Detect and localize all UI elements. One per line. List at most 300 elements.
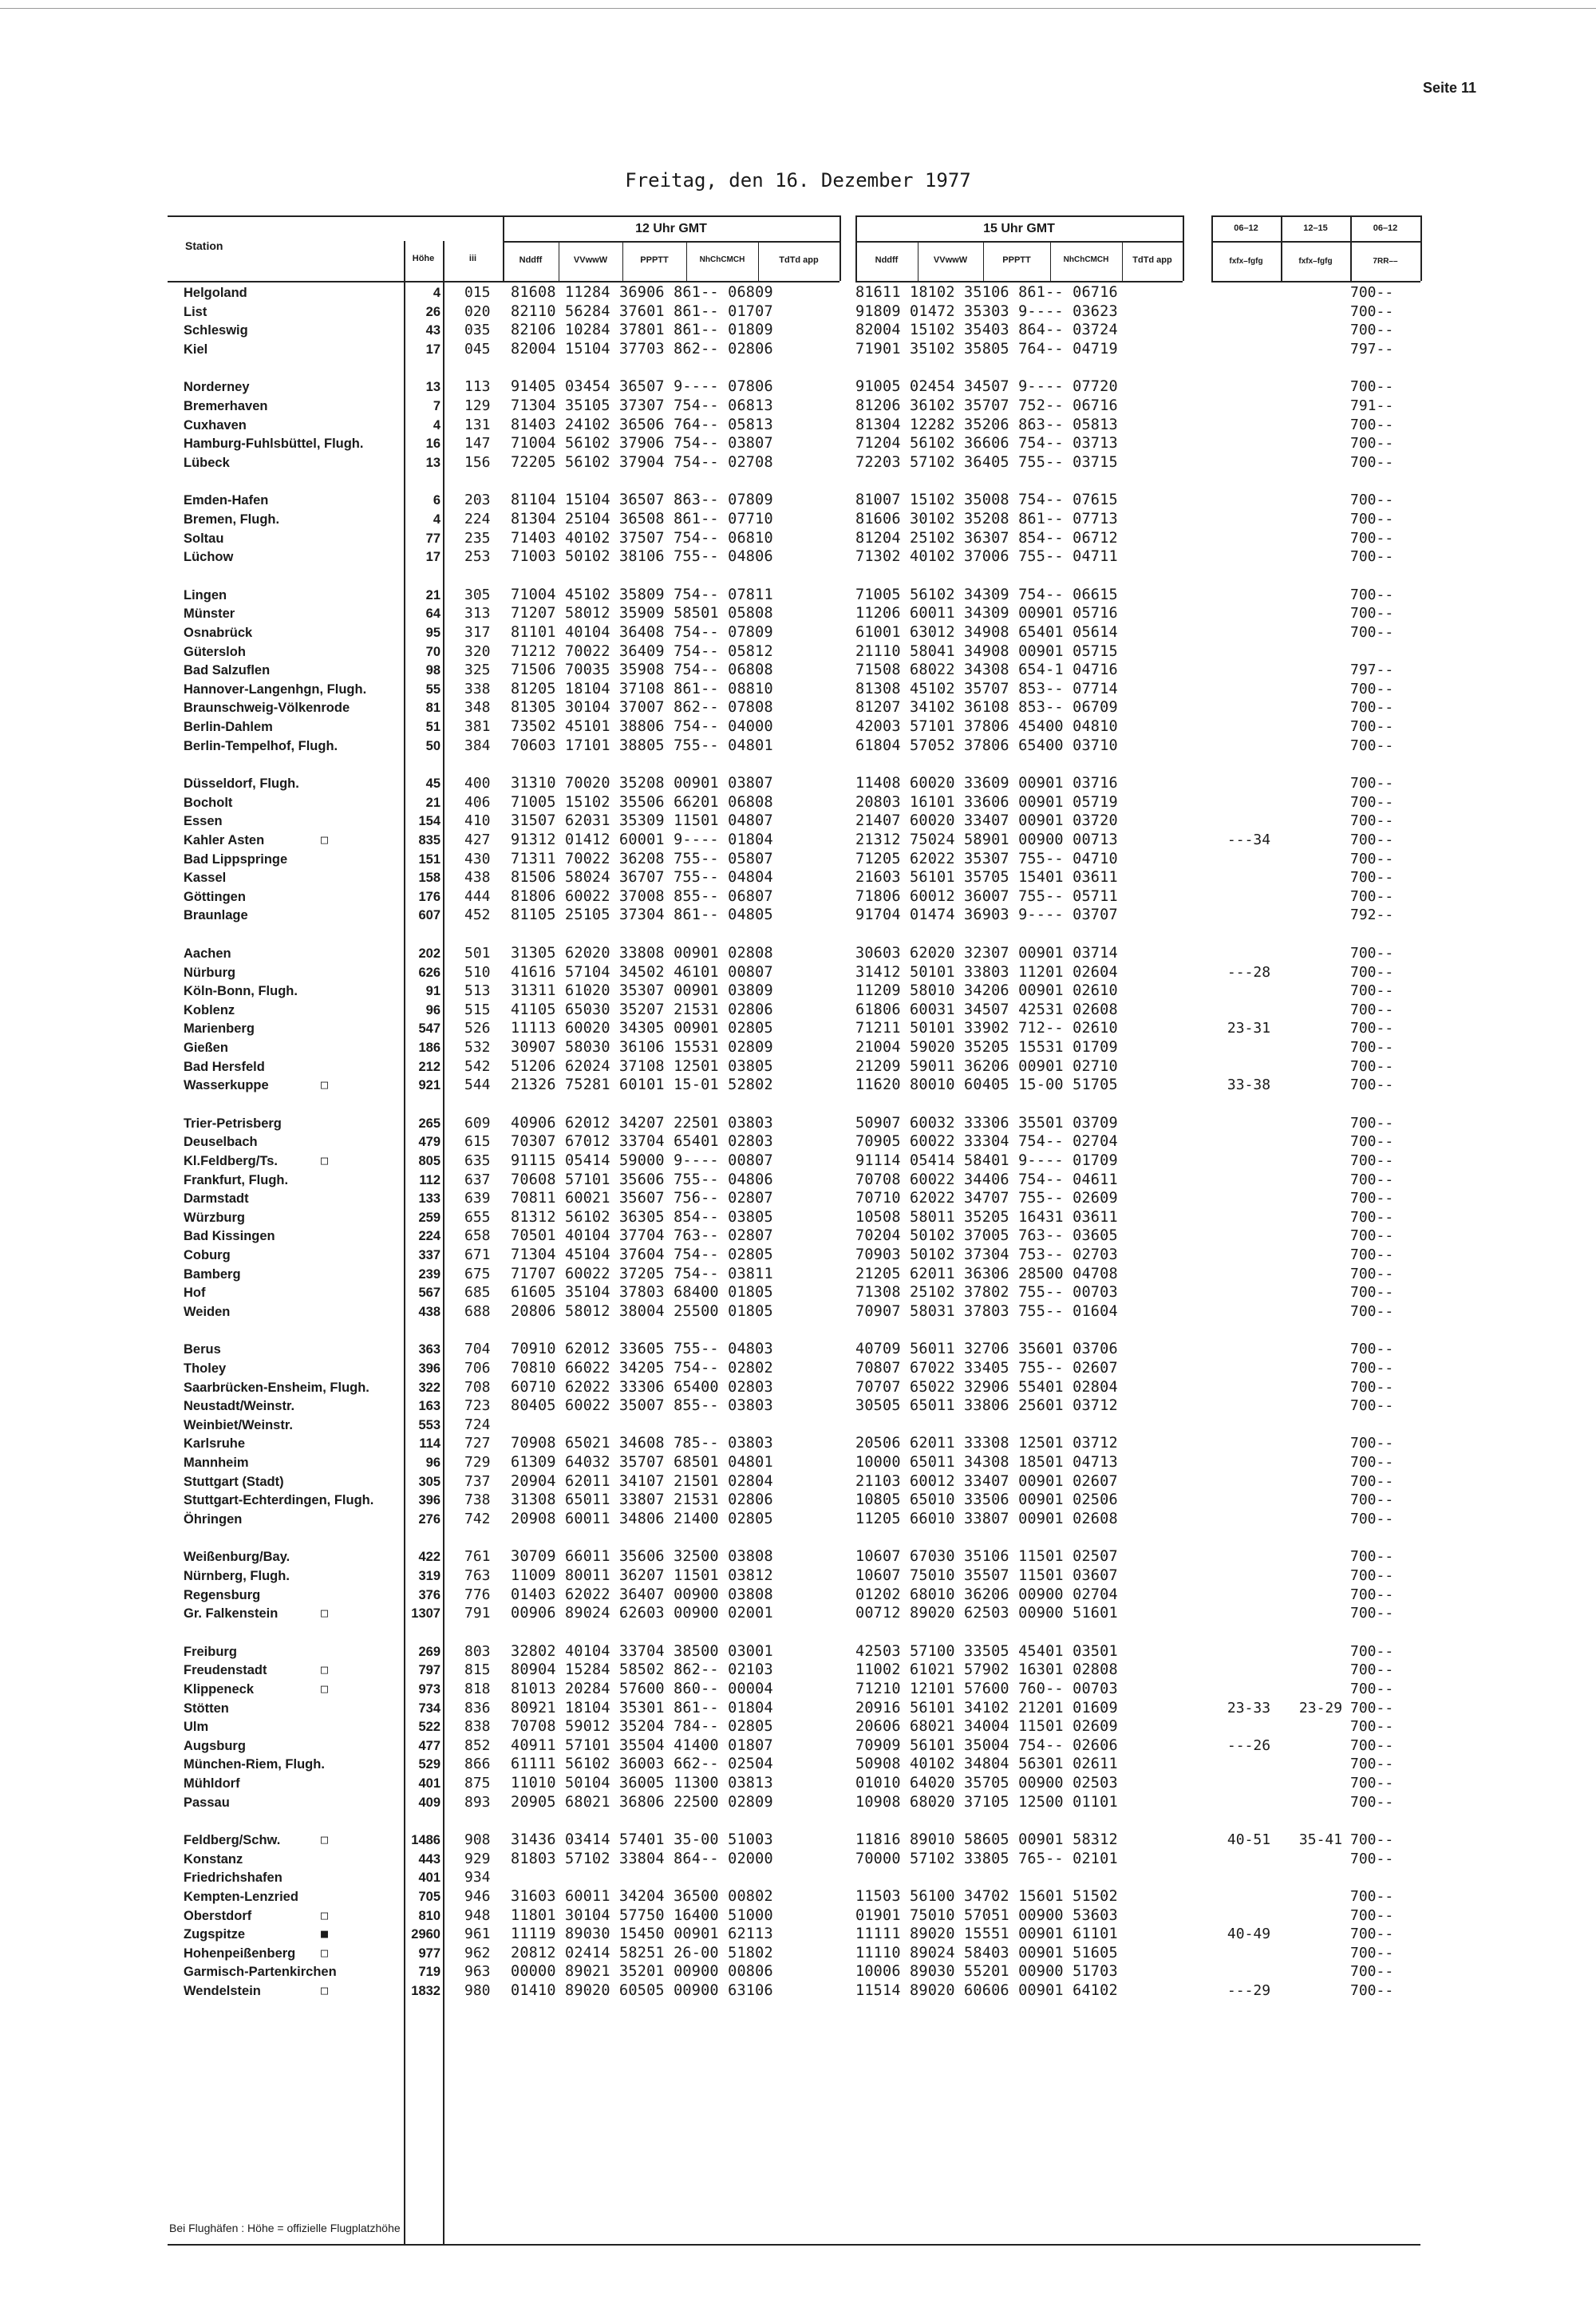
station-name: Berlin-Dahlem xyxy=(184,720,273,734)
precip-06-12: 700-- xyxy=(1350,1208,1394,1226)
table-row xyxy=(0,1755,1596,1774)
obs-12-gmt: 30709 66011 35606 32500 03808 xyxy=(511,1548,773,1566)
station-name: Emden-Hafen xyxy=(184,493,269,508)
obs-12-gmt: 11010 50104 36005 11300 03813 xyxy=(511,1775,773,1791)
station-name: Nürburg xyxy=(184,965,236,980)
table-row xyxy=(0,604,1596,623)
obs-15-gmt: 10508 58011 35205 16431 03611 xyxy=(855,1208,1118,1226)
station-index: 815 xyxy=(464,1661,491,1679)
obs-15-gmt: 31412 50101 33803 11201 02604 xyxy=(855,963,1118,981)
station-index: 542 xyxy=(464,1057,491,1075)
table-row xyxy=(0,1831,1596,1850)
precip-06-12: 700-- xyxy=(1350,492,1394,509)
station-name: Gießen xyxy=(184,1041,228,1055)
precip-06-12: 700-- xyxy=(1350,1341,1394,1358)
station-height: 13 xyxy=(425,380,440,395)
station-index: 962 xyxy=(464,1944,491,1961)
station-name: Garmisch-Partenkirchen xyxy=(184,1965,337,1980)
obs-15-gmt: 81007 15102 35008 754-- 07615 xyxy=(855,492,1118,509)
table-row xyxy=(0,944,1596,963)
station-index: 708 xyxy=(464,1378,491,1396)
obs-12-gmt: 20812 02414 58251 26-00 51802 xyxy=(511,1944,773,1961)
col-15-ppptt: PPPTT xyxy=(1002,255,1031,265)
station-index: 515 xyxy=(464,1001,491,1018)
station-name: Würzburg xyxy=(184,1210,245,1225)
obs-12-gmt: 41105 65030 35207 21531 02806 xyxy=(511,1001,773,1018)
station-height: 70 xyxy=(425,644,440,659)
mountain-marker: □ xyxy=(321,1945,329,1960)
precip-06-12: 700-- xyxy=(1350,1039,1394,1056)
precip-06-12: 700-- xyxy=(1350,718,1394,735)
station-index: 526 xyxy=(464,1020,491,1037)
obs-15-gmt: 91114 05414 58401 9---- 01709 xyxy=(855,1152,1118,1169)
precip-06-12: 700-- xyxy=(1350,699,1394,717)
obs-12-gmt: 70307 67012 33704 65401 02803 xyxy=(511,1133,773,1151)
obs-12-gmt: 11119 89030 15450 00901 62113 xyxy=(511,1926,773,1943)
col-12-vvwww: VVwwW xyxy=(573,255,608,265)
precip-06-12: 700-- xyxy=(1350,1001,1394,1018)
station-name: Mühldorf xyxy=(184,1776,240,1791)
station-index: 430 xyxy=(464,850,491,867)
station-height: 734 xyxy=(418,1701,440,1716)
obs-12-gmt: 81105 25105 37304 861-- 04805 xyxy=(511,907,773,924)
station-height: 16 xyxy=(425,437,440,452)
mountain-marker: ■ xyxy=(321,1926,329,1942)
precip-06-12: 700-- xyxy=(1350,1963,1394,1981)
col-12-ppptt: PPPTT xyxy=(640,255,669,265)
table-row xyxy=(0,1019,1596,1038)
precip-06-12: 700-- xyxy=(1350,1888,1394,1905)
precip-06-12: 700-- xyxy=(1350,1076,1394,1094)
station-index: 946 xyxy=(464,1888,491,1905)
obs-12-gmt: 70908 65021 34608 785-- 03803 xyxy=(511,1435,773,1452)
obs-12-gmt: 61111 56102 36003 662-- 02504 xyxy=(511,1756,773,1773)
obs-15-gmt: 91704 01474 36903 9---- 03707 xyxy=(855,907,1118,924)
station-name: Braunschweig-Völkenrode xyxy=(184,701,350,716)
obs-12-gmt: 81104 15104 36507 863-- 07809 xyxy=(511,492,773,509)
obs-15-gmt: 81206 36102 35707 752-- 06716 xyxy=(855,397,1118,414)
obs-15-gmt: 11002 61021 57902 16301 02808 xyxy=(855,1661,1118,1679)
station-height: 422 xyxy=(418,1550,440,1565)
obs-12-gmt: 81312 56102 36305 854-- 03805 xyxy=(511,1208,773,1226)
page-number: Seite 11 xyxy=(1422,80,1476,96)
station-index: 410 xyxy=(464,812,491,830)
station-name: Ulm xyxy=(184,1720,209,1735)
station-index: 035 xyxy=(464,322,491,339)
station-name: Regensburg xyxy=(184,1587,261,1602)
table-row xyxy=(0,547,1596,567)
table-row xyxy=(0,1661,1596,1680)
obs-15-gmt: 91005 02454 34507 9---- 07720 xyxy=(855,378,1118,396)
top-rule xyxy=(0,8,1596,9)
table-row xyxy=(0,1850,1596,1869)
station-name: Zugspitze xyxy=(184,1927,245,1942)
station-height: 810 xyxy=(418,1908,440,1923)
gust-06-12: ---26 xyxy=(1227,1736,1271,1754)
col-15-nddff: Nddff xyxy=(875,255,899,265)
station-height: 269 xyxy=(418,1644,440,1659)
precip-06-12: 700-- xyxy=(1350,605,1394,622)
obs-15-gmt: 61806 60031 34507 42531 02608 xyxy=(855,1001,1118,1018)
station-name: Stuttgart-Echterdingen, Flugh. xyxy=(184,1493,374,1508)
station-height: 547 xyxy=(418,1021,440,1037)
obs-12-gmt: 70501 40104 37704 763-- 02807 xyxy=(511,1227,773,1245)
precip-06-12: 700-- xyxy=(1350,322,1394,339)
station-name: Kiel xyxy=(184,342,208,357)
station-index: 639 xyxy=(464,1190,491,1207)
precip-06-12: 700-- xyxy=(1350,812,1394,830)
table-row xyxy=(0,831,1596,850)
station-height: 151 xyxy=(418,851,440,867)
col-15-dewpoint: TdTd app xyxy=(1132,255,1172,265)
obs-15-gmt: 71210 12101 57600 760-- 00703 xyxy=(855,1681,1118,1697)
obs-12-gmt: 71207 58012 35909 58501 05808 xyxy=(511,605,773,622)
station-index: 609 xyxy=(464,1114,491,1132)
precip-06-12: 700-- xyxy=(1350,1265,1394,1282)
precip-06-12: 700-- xyxy=(1350,1605,1394,1622)
station-name: Oberstdorf xyxy=(184,1908,252,1923)
table-row xyxy=(0,1491,1596,1510)
table-row xyxy=(0,1962,1596,1981)
station-name: Gütersloh xyxy=(184,644,246,659)
obs-15-gmt: 01010 64020 35705 00900 02503 xyxy=(855,1775,1118,1791)
station-index: 348 xyxy=(464,699,491,717)
obs-12-gmt: 70603 17101 38805 755-- 04801 xyxy=(511,737,773,754)
station-index: 738 xyxy=(464,1491,491,1509)
obs-12-gmt: 70811 60021 35607 756-- 02807 xyxy=(511,1190,773,1207)
station-name: Weiden xyxy=(184,1304,231,1319)
obs-12-gmt: 71506 70035 35908 754-- 06808 xyxy=(511,662,773,679)
station-height: 567 xyxy=(418,1286,440,1301)
col-12-nddff: Nddff xyxy=(519,255,543,265)
precip-06-12: 700-- xyxy=(1350,1510,1394,1527)
station-height: 163 xyxy=(418,1399,440,1414)
obs-15-gmt: 70204 50102 37005 763-- 03605 xyxy=(855,1227,1118,1245)
station-name: Friedrichshafen xyxy=(184,1870,282,1886)
table-row xyxy=(0,1680,1596,1699)
mountain-marker: □ xyxy=(321,1983,329,1997)
obs-12-gmt: 31305 62020 33808 00901 02808 xyxy=(511,945,773,962)
station-index: 305 xyxy=(464,586,491,603)
precip-06-12: 700-- xyxy=(1350,1397,1394,1415)
obs-12-gmt: 81304 25104 36508 861-- 07710 xyxy=(511,511,773,527)
precip-06-12: 700-- xyxy=(1350,1152,1394,1169)
station-name: Osnabrück xyxy=(184,626,253,640)
obs-12-gmt: 81305 30104 37007 862-- 07808 xyxy=(511,699,773,717)
precip-06-12: 700-- xyxy=(1350,1227,1394,1245)
station-index: 727 xyxy=(464,1435,491,1452)
table-row xyxy=(0,377,1596,397)
obs-12-gmt: 70708 59012 35204 784-- 02805 xyxy=(511,1718,773,1736)
station-index: 235 xyxy=(464,529,491,547)
obs-15-gmt: 91809 01472 35303 9---- 03623 xyxy=(855,302,1118,320)
station-index: 045 xyxy=(464,340,491,358)
footnote: Bei Flughäfen : Höhe = offizielle Flugplatzhöhe xyxy=(169,2222,401,2234)
station-name: Deuselbach xyxy=(184,1135,258,1150)
station-height: 977 xyxy=(418,1946,440,1961)
obs-15-gmt: 11206 60011 34309 00901 05716 xyxy=(855,605,1118,622)
obs-15-gmt: 20916 56101 34102 21201 01609 xyxy=(855,1699,1118,1716)
obs-12-gmt: 01403 62022 36407 00900 03808 xyxy=(511,1586,773,1603)
obs-15-gmt: 11816 89010 58605 00901 58312 xyxy=(855,1831,1118,1849)
precip-06-12: 700-- xyxy=(1350,793,1394,811)
table-row xyxy=(0,1378,1596,1397)
station-name: Weinbiet/Weinstr. xyxy=(184,1417,293,1432)
station-name: Kahler Asten xyxy=(184,833,265,847)
precip-06-12: 700-- xyxy=(1350,963,1394,981)
precip-06-12: 700-- xyxy=(1350,1284,1394,1302)
table-row xyxy=(0,1246,1596,1265)
station-height: 21 xyxy=(425,587,440,602)
precip-06-12: 700-- xyxy=(1350,1133,1394,1151)
table-row xyxy=(0,793,1596,812)
station-height: 50 xyxy=(425,738,440,753)
obs-15-gmt: 40709 56011 32706 35601 03706 xyxy=(855,1341,1118,1358)
station-index: 948 xyxy=(464,1906,491,1924)
table-row xyxy=(0,698,1596,717)
obs-12-gmt: 20806 58012 38004 25500 01805 xyxy=(511,1302,773,1320)
obs-12-gmt: 72205 56102 37904 754-- 02708 xyxy=(511,453,773,471)
station-name: Lübeck xyxy=(184,455,230,470)
gust-06-12: ---28 xyxy=(1227,963,1271,981)
station-index: 532 xyxy=(464,1039,491,1056)
station-height: 835 xyxy=(418,833,440,847)
station-index: 510 xyxy=(464,963,491,981)
station-index: 980 xyxy=(464,1982,491,1999)
station-height: 77 xyxy=(425,531,440,546)
table-row xyxy=(0,1359,1596,1378)
station-index: 763 xyxy=(464,1567,491,1584)
obs-12-gmt: 60710 62022 33306 65400 02803 xyxy=(511,1378,773,1396)
precip-06-12: 700-- xyxy=(1350,378,1394,396)
table-row xyxy=(0,1208,1596,1227)
station-name: Münster xyxy=(184,606,235,622)
station-index: 671 xyxy=(464,1246,491,1263)
obs-12-gmt: 70810 66022 34205 754-- 02802 xyxy=(511,1360,773,1377)
station-index: 723 xyxy=(464,1397,491,1415)
precip-06-12: 700-- xyxy=(1350,1661,1394,1679)
station-height: 176 xyxy=(418,889,440,904)
station-index: 615 xyxy=(464,1133,491,1151)
obs-12-gmt: 82106 10284 37801 861-- 01809 xyxy=(511,322,773,339)
station-index: 317 xyxy=(464,624,491,641)
obs-15-gmt: 21209 59011 36206 00901 02710 xyxy=(855,1057,1118,1075)
obs-15-gmt: 70909 56101 35004 754-- 02606 xyxy=(855,1736,1118,1754)
station-index: 544 xyxy=(464,1076,491,1094)
precip-06-12: 700-- xyxy=(1350,511,1394,527)
station-height: 202 xyxy=(418,946,440,961)
table-row xyxy=(0,586,1596,605)
station-index: 929 xyxy=(464,1850,491,1867)
table-row xyxy=(0,397,1596,416)
mountain-marker: □ xyxy=(321,1662,329,1677)
table-row xyxy=(0,1547,1596,1566)
obs-12-gmt: 71304 35105 37307 754-- 06813 xyxy=(511,397,773,414)
header-period-2: 12–15 xyxy=(1303,223,1328,233)
obs-12-gmt: 31311 61020 35307 00901 03809 xyxy=(511,982,773,1000)
table-row xyxy=(0,982,1596,1001)
table-row xyxy=(0,1038,1596,1057)
station-index: 675 xyxy=(464,1265,491,1282)
table-row xyxy=(0,1981,1596,2001)
station-name: Bad Hersfeld xyxy=(184,1059,265,1074)
station-index: 934 xyxy=(464,1869,491,1886)
table-row xyxy=(0,1453,1596,1472)
table-row xyxy=(0,906,1596,925)
station-index: 836 xyxy=(464,1699,491,1716)
obs-12-gmt: 20905 68021 36806 22500 02809 xyxy=(511,1793,773,1811)
station-index: 325 xyxy=(464,662,491,679)
precip-06-12: 700-- xyxy=(1350,869,1394,887)
obs-15-gmt: 81606 30102 35208 861-- 07713 xyxy=(855,511,1118,527)
station-index: 338 xyxy=(464,680,491,697)
table-row xyxy=(0,1189,1596,1208)
table-row xyxy=(0,1793,1596,1812)
obs-12-gmt: 81803 57102 33804 864-- 02000 xyxy=(511,1850,773,1867)
station-name: Klippeneck xyxy=(184,1682,255,1697)
precip-06-12: 700-- xyxy=(1350,548,1394,566)
precip-06-12: 700-- xyxy=(1350,775,1394,792)
table-row xyxy=(0,1642,1596,1661)
station-height: 396 xyxy=(418,1361,440,1376)
obs-15-gmt: 71204 56102 36606 754-- 03713 xyxy=(855,435,1118,452)
precip-06-12: 700-- xyxy=(1350,624,1394,641)
obs-12-gmt: 11113 60020 34305 00901 02805 xyxy=(511,1020,773,1037)
obs-12-gmt: 71004 45102 35809 754-- 07811 xyxy=(511,586,773,603)
table-row xyxy=(0,529,1596,548)
obs-15-gmt: 71302 40102 37006 755-- 04711 xyxy=(855,548,1118,566)
obs-15-gmt: 71806 60012 36007 755-- 05711 xyxy=(855,887,1118,905)
station-name: Coburg xyxy=(184,1248,231,1262)
header-15-gmt: 15 Uhr GMT xyxy=(983,222,1055,235)
station-index: 908 xyxy=(464,1831,491,1849)
table-row xyxy=(0,1944,1596,1963)
station-name: Hof xyxy=(184,1286,206,1301)
station-height: 396 xyxy=(418,1493,440,1508)
station-name: Köln-Bonn, Flugh. xyxy=(184,984,298,999)
obs-15-gmt: 20803 16101 33606 00901 05719 xyxy=(855,793,1118,811)
precip-06-12: 700-- xyxy=(1350,680,1394,697)
station-index: 113 xyxy=(464,378,491,396)
station-height: 13 xyxy=(425,455,440,470)
col-gust-1: fxfx–fgfg xyxy=(1229,257,1263,266)
obs-15-gmt: 10607 75010 35507 11501 03607 xyxy=(855,1567,1118,1584)
obs-15-gmt: 11503 56100 34702 15601 51502 xyxy=(855,1888,1118,1905)
obs-15-gmt: 21407 60020 33407 00901 03720 xyxy=(855,812,1118,830)
precip-06-12: 700-- xyxy=(1350,1775,1394,1791)
table-row xyxy=(0,1887,1596,1906)
precip-06-12: 797-- xyxy=(1350,340,1394,358)
obs-15-gmt: 20606 68021 34004 11501 02609 xyxy=(855,1718,1118,1736)
obs-12-gmt: 21326 75281 60101 15-01 52802 xyxy=(511,1076,773,1094)
precip-06-12: 700-- xyxy=(1350,284,1394,301)
obs-15-gmt: 50907 60032 33306 35501 03709 xyxy=(855,1114,1118,1132)
precip-06-12: 700-- xyxy=(1350,586,1394,603)
station-name: Konstanz xyxy=(184,1851,243,1867)
station-index: 438 xyxy=(464,869,491,887)
station-height: 4 xyxy=(433,286,440,300)
table-row xyxy=(0,302,1596,322)
table-row xyxy=(0,737,1596,756)
station-index: 866 xyxy=(464,1756,491,1773)
station-height: 91 xyxy=(425,984,440,999)
station-name: Feldberg/Schw. xyxy=(184,1833,281,1848)
obs-12-gmt: 81806 60022 37008 855-- 06807 xyxy=(511,887,773,905)
station-height: 363 xyxy=(418,1342,440,1357)
precip-06-12: 700-- xyxy=(1350,416,1394,433)
station-name: Soltau xyxy=(184,531,224,546)
station-name: Schleswig xyxy=(184,323,248,338)
table-row xyxy=(0,1717,1596,1736)
obs-12-gmt: 41616 57104 34502 46101 00807 xyxy=(511,963,773,981)
station-index: 791 xyxy=(464,1605,491,1622)
station-name: Passau xyxy=(184,1795,230,1810)
station-height: 224 xyxy=(418,1229,440,1244)
gust-06-12: ---34 xyxy=(1227,832,1271,848)
precip-06-12: 700-- xyxy=(1350,737,1394,754)
gust-06-12: 33-38 xyxy=(1227,1076,1271,1094)
precip-06-12: 700-- xyxy=(1350,832,1394,848)
obs-12-gmt: 01410 89020 60505 00900 63106 xyxy=(511,1982,773,1999)
station-index: 742 xyxy=(464,1510,491,1527)
table-row xyxy=(0,623,1596,642)
station-name: Tholey xyxy=(184,1361,227,1376)
station-index: 655 xyxy=(464,1208,491,1226)
table-row xyxy=(0,416,1596,435)
table-row xyxy=(0,1283,1596,1302)
precip-06-12: 700-- xyxy=(1350,1491,1394,1509)
station-name: Kassel xyxy=(184,871,227,886)
obs-12-gmt: 20908 60011 34806 21400 02805 xyxy=(511,1510,773,1527)
obs-12-gmt: 80405 60022 35007 855-- 03803 xyxy=(511,1397,773,1415)
table-row xyxy=(0,1604,1596,1623)
obs-15-gmt: 70905 60022 33304 754-- 02704 xyxy=(855,1133,1118,1151)
station-height: 265 xyxy=(418,1116,440,1131)
station-index: 776 xyxy=(464,1586,491,1603)
obs-12-gmt: 32802 40104 33704 38500 03001 xyxy=(511,1642,773,1660)
header-period-3: 06–12 xyxy=(1373,223,1398,233)
station-name: Braunlage xyxy=(184,908,248,923)
obs-12-gmt: 70910 62012 33605 755-- 04803 xyxy=(511,1341,773,1358)
station-name: Helgoland xyxy=(184,286,247,300)
table-row xyxy=(0,1152,1596,1171)
station-name: Bremerhaven xyxy=(184,399,268,413)
obs-12-gmt: 81608 11284 36906 861-- 06809 xyxy=(511,284,773,301)
station-index: 838 xyxy=(464,1718,491,1736)
station-height: 64 xyxy=(425,606,440,622)
station-index: 704 xyxy=(464,1341,491,1358)
table-row xyxy=(0,850,1596,869)
precip-06-12: 700-- xyxy=(1350,1302,1394,1320)
precip-06-12: 700-- xyxy=(1350,453,1394,471)
station-height: 55 xyxy=(425,681,440,697)
obs-15-gmt: 21205 62011 36306 28500 04708 xyxy=(855,1265,1118,1282)
station-index: 406 xyxy=(464,793,491,811)
table-row xyxy=(0,321,1596,340)
station-height: 95 xyxy=(425,626,440,640)
station-height: 212 xyxy=(418,1059,440,1074)
obs-12-gmt: 81403 24102 36506 764-- 05813 xyxy=(511,416,773,433)
station-index: 320 xyxy=(464,642,491,660)
station-name: Bad Kissingen xyxy=(184,1229,275,1244)
obs-12-gmt: 40906 62012 34207 22501 03803 xyxy=(511,1114,773,1132)
station-height: 705 xyxy=(418,1890,440,1904)
table-row xyxy=(0,340,1596,359)
precip-06-12: 791-- xyxy=(1350,397,1394,414)
table-row xyxy=(0,661,1596,680)
station-name: Stötten xyxy=(184,1701,229,1716)
obs-12-gmt: 31507 62031 35309 11501 04807 xyxy=(511,812,773,830)
